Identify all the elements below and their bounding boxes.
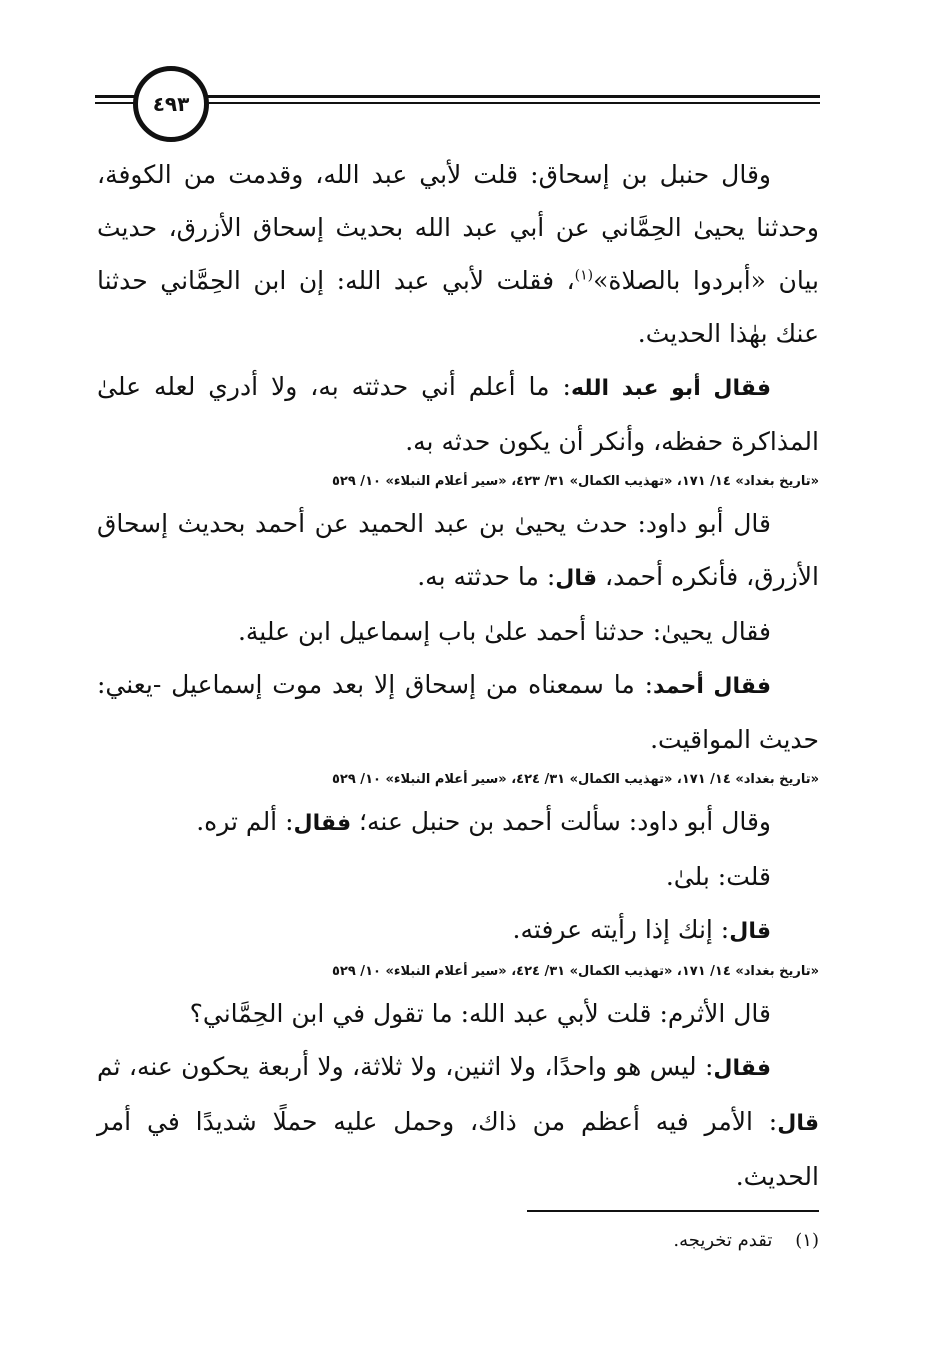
paragraph [97,360,819,468]
source-citation: «تاريخ بغداد» ١٤/ ١٧١، «تهذيب الكمال» ٣١/ ٤٢٤، «سير أعلام النبلاء» ١٠/ ٥٢٩ [331,964,819,979]
paragraph [97,903,819,958]
page-number-badge [133,66,209,142]
footnote-marker: (١) [795,1230,819,1251]
speaker-label: قال [555,566,598,591]
paragraph-text: : ألم تره. [196,807,294,836]
paragraph-text: : إنك إذا رأيته عرفته. [512,915,730,944]
footnote-text: تقدم تخريجه. [673,1230,773,1251]
paragraph [97,497,819,605]
paragraph-text: قلت: بلىٰ. [665,862,771,891]
paragraph [97,605,819,658]
paragraph-text: وقال أبو داود: سألت أحمد بن حنبل عنه؛ [351,807,771,836]
speaker-label: فقال [293,811,352,836]
speaker-label: فقال أبو عبد الله [570,376,771,401]
paragraph-text: : ليس هو واحدًا، ولا اثنين، ولا ثلاثة، ولا أربعة يحكون عنه، ثم [97,1052,714,1081]
paragraph-text: : ما أعلم أني حدثته به، ولا أدري لعله علىٰ المذاكرة حفظه، وأنكر أن يكون حدثه به. [97,372,819,456]
paragraph [97,1040,819,1203]
footnote [673,1226,819,1256]
paragraph [97,850,819,903]
paragraph-text: وقال حنبل بن إسحاق: قلت لأبي عبد الله، وقدمت من الكوفة، وحدثنا يحيىٰ الحِمَّاني عن أبي عبد الله بحديث إسحاق الأزرق، حديث بيان «أبردوا بالصلاة» [97,160,819,295]
page-number: ٤٩٣ [152,92,190,116]
paragraph [97,987,819,1040]
speaker-label: فقال أحمد [653,674,771,699]
source-citation: «تاريخ بغداد» ١٤/ ١٧١، «تهذيب الكمال» ٣١/ ٤٢٤، «سير أعلام النبلاء» ١٠/ ٥٢٩ [331,772,819,787]
paragraph-text: فقال يحيىٰ: حدثنا أحمد علىٰ باب إسماعيل ابن علية. [237,617,771,646]
paragraph [97,795,819,850]
page-header [95,62,820,142]
speaker-label: قال [729,919,771,944]
paragraph-text: : ما حدثته به. [417,562,556,591]
paragraph-text: قال أبو داود: حدث يحيىٰ بن عبد الحميد عن أحمد بحديث إسحاق الأزرق، فأنكره أحمد، [97,509,819,591]
paragraph [97,658,819,766]
paragraph-text: ، فقلت لأبي عبد الله: إن ابن الحِمَّاني حدثنا عنك بهٰذا الحديث. [97,266,819,348]
paragraph-text: قال الأثرم: قلت لأبي عبد الله: ما تقول في ابن الحِمَّاني؟ [189,999,771,1028]
footnote-rule [527,1210,819,1212]
page-body [97,148,819,1203]
paragraph-text: : ما سمعناه من إسحاق إلا بعد موت إسماعيل -يعني: حديث المواقيت. [97,670,819,754]
source-citation: «تاريخ بغداد» ١٤/ ١٧١، «تهذيب الكمال» ٣١/ ٤٢٣، «سير أعلام النبلاء» ١٠/ ٥٢٩ [331,474,819,489]
speaker-label: فقال [713,1056,771,1081]
speaker-label: قال [777,1111,819,1136]
paragraph-text: : الأمر فيه أعظم من ذاك، وحمل عليه حملًا شديدًا في أمر الحديث. [97,1107,819,1191]
footnote-reference: (١) [574,267,594,284]
paragraph [97,148,819,360]
